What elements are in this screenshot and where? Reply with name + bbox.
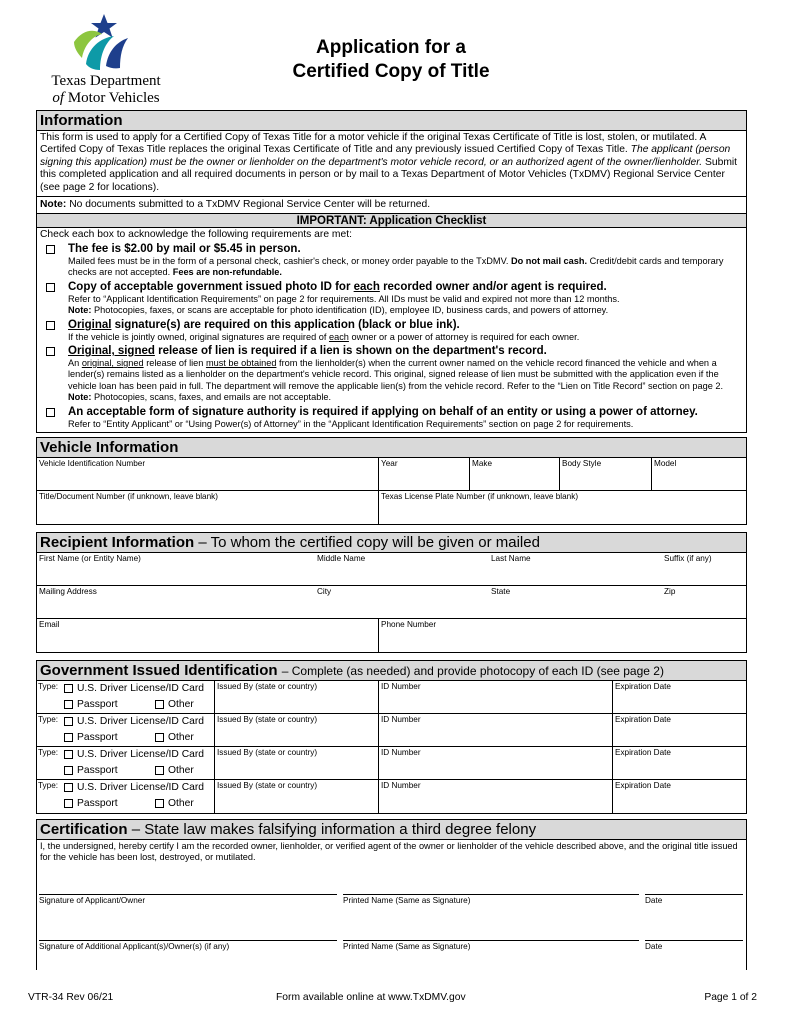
form-number: VTR-34 Rev 06/21: [28, 992, 114, 1003]
expiration-date-field[interactable]: Expiration Date: [615, 781, 671, 791]
middle-name-field[interactable]: Middle Name: [317, 554, 366, 564]
id-row: [37, 747, 746, 780]
other-checkbox[interactable]: [155, 700, 164, 709]
photo-id-checkbox[interactable]: [46, 283, 55, 292]
other-checkbox[interactable]: [155, 799, 164, 808]
other-checkbox[interactable]: [155, 766, 164, 775]
checklist-item-photo-id: Copy of acceptable government issued photo ID for each recorded owner and/or agent is required. Refer to “Applicant Identification Requirements” on page 2 for requirements. All IDs must be valid and expired not more than 12 months. Note: Photocopies, faxes, or scans are acceptable for photo identification (ID), employee ID, business cards, and powers of attorney.: [40, 280, 743, 317]
dl-checkbox[interactable]: [64, 783, 73, 792]
state-field[interactable]: State: [491, 587, 511, 597]
vehicle-section: [36, 437, 747, 525]
vehicle-heading: Vehicle Information: [37, 438, 746, 458]
license-plate-field[interactable]: Texas License Plate Number (if unknown, leave blank): [381, 492, 579, 502]
zip-field[interactable]: Zip: [664, 587, 676, 597]
checklist-body: [37, 228, 746, 432]
dl-checkbox[interactable]: [64, 717, 73, 726]
other-checkbox[interactable]: [155, 733, 164, 742]
checklist-item-signature: Original signature(s) are required on this application (black or blue ink). If the vehicle is jointly owned, original signatures are required of each owner or a power of attorney is required for each owner.: [40, 318, 743, 343]
page-number: Page 1 of 2: [704, 992, 757, 1003]
id-row: [37, 714, 746, 747]
email-field[interactable]: Email: [37, 619, 379, 652]
id-row: [37, 681, 746, 714]
lien-checkbox[interactable]: [46, 347, 55, 356]
make-field[interactable]: Make: [470, 458, 560, 491]
form-header: [36, 8, 747, 110]
applicant-signature-label: Signature of Applicant/Owner: [39, 896, 146, 906]
passport-checkbox[interactable]: [64, 700, 73, 709]
model-field[interactable]: Model: [652, 458, 746, 491]
website-link[interactable]: Form available online at www.TxDMV.gov: [276, 992, 466, 1003]
recipient-section: [36, 532, 747, 653]
dl-checkbox[interactable]: [64, 750, 73, 759]
signature-checkbox[interactable]: [46, 321, 55, 330]
dl-checkbox[interactable]: [64, 684, 73, 693]
authority-checkbox[interactable]: [46, 408, 55, 417]
id-type-cell: Type: U.S. Driver License/ID Card Passport Other: [37, 780, 215, 813]
certification-text: I, the undersigned, hereby certify I am the recorded owner, lienholder, or verified agent of the owner or lienholder of the vehicle described above, and the original title issued for the vehicle has been lost, destroyed, or mutilated.: [40, 841, 738, 863]
title-document-number-field[interactable]: Title/Document Number (if unknown, leave blank): [37, 491, 379, 524]
passport-checkbox[interactable]: [64, 766, 73, 775]
id-type-cell: Type: U.S. Driver License/ID Card Passport Other: [37, 747, 215, 779]
first-name-field[interactable]: First Name (or Entity Name): [39, 554, 141, 564]
checklist-item-authority: An acceptable form of signature authority is required if applying on behalf of an entity or using a power of attorney. Refer to “Entity Applicant” or “Using Power(s) of Attorney” in the “Applicant Identification Requirements” section on page 2 for requirements.: [40, 405, 743, 430]
vin-field[interactable]: Vehicle Identification Number: [37, 458, 379, 491]
id-number-field[interactable]: ID Number: [379, 714, 613, 746]
applicant-signature-line[interactable]: [39, 894, 337, 895]
printed-name-line-2[interactable]: [343, 940, 639, 941]
id-type-cell: Type: U.S. Driver License/ID Card Passport Other: [37, 681, 215, 713]
checklist-heading: IMPORTANT: Application Checklist: [37, 213, 746, 228]
phone-field[interactable]: Phone Number: [381, 620, 437, 630]
expiration-date-field[interactable]: Expiration Date: [615, 748, 671, 758]
government-id-heading: Government Issued Identification – Complete (as needed) and provide photocopy of each ID (see page 2): [37, 661, 746, 681]
checklist-intro: Check each box to acknowledge the following requirements are met:: [40, 229, 352, 241]
passport-checkbox[interactable]: [64, 733, 73, 742]
printed-name-label-2: Printed Name (Same as Signature): [343, 942, 471, 952]
checklist-item-fee: The fee is $2.00 by mail or $5.45 in person. Mailed fees must be in the form of a personal check, cashier's check, or money order payable to the TxDMV. Do not mail cash. Credit/debit cards and temporary checks are not accepted. Fees are non-refundable.: [40, 242, 743, 279]
information-note: Note: No documents submitted to a TxDMV Regional Service Center will be returned.: [37, 196, 746, 213]
last-name-field[interactable]: Last Name: [491, 554, 531, 564]
information-text: This form is used to apply for a Certified Copy of Texas Title for a motor vehicle if the original Texas Certificate of Title is lost, stolen, or mutilated. A Certifed Copy of Texas Title replaces the original Texas Certificate of Title and any previously issued Certified Copy of Texas Title. The applicant (person signing this application) must be the owner or lienholder on the department's motor vehicle record, or an authorized agent of the owner/lienholder. Submit this completed application and all required documents in person or by mail to a Texas Department of Motor Vehicles (TxDMV) Regional Service Center (see page 2 for locations).: [40, 132, 738, 193]
city-field[interactable]: City: [317, 587, 332, 597]
expiration-date-field[interactable]: Expiration Date: [615, 682, 671, 692]
issued-by-field[interactable]: Issued By (state or country): [215, 747, 379, 779]
date-line-2[interactable]: [645, 940, 743, 941]
agency-name-line2: of Motor Vehicles: [52, 90, 160, 106]
page-footer: [28, 992, 757, 1006]
information-section: [36, 110, 747, 433]
printed-name-line[interactable]: [343, 894, 639, 895]
recipient-address-row: [37, 586, 746, 619]
id-number-field[interactable]: ID Number: [379, 780, 613, 813]
additional-signature-line[interactable]: [39, 940, 337, 941]
certification-heading: Certification – State law makes falsifying information a third degree felony: [37, 820, 746, 840]
date-label: Date: [645, 896, 663, 906]
additional-signature-label: Signature of Additional Applicant(s)/Owner(s) (if any): [39, 942, 230, 952]
txdmv-logo-icon: [68, 12, 132, 72]
id-type-cell: Type: U.S. Driver License/ID Card Passport Other: [37, 714, 215, 746]
year-field[interactable]: Year: [379, 458, 470, 491]
checklist-item-lien: Original, signed release of lien is required if a lien is shown on the department's record. An original, signed release of lien must be obtained from the lienholder(s) when the current owner named on the vehicle record financed the vehicle and when a lender(s) remains listed as a lienholder on the department's vehicle record. This original, signed release of lien must be submitted with the application even if the vehicle loan has been paid in full. The department will remove the applicable lien(s) from the vehicle record. Refer to the “Lien on Title Record” section on page 2. Note: Photocopies, scans, faxes, and emails are not acceptable.: [40, 344, 743, 404]
printed-name-label: Printed Name (Same as Signature): [343, 896, 471, 906]
suffix-field[interactable]: Suffix (if any): [664, 554, 712, 564]
issued-by-field[interactable]: Issued By (state or country): [215, 780, 379, 813]
expiration-date-field[interactable]: Expiration Date: [615, 715, 671, 725]
fee-checkbox[interactable]: [46, 245, 55, 254]
form-title: Application for a Certified Copy of Title: [292, 37, 490, 82]
id-number-field[interactable]: ID Number: [379, 681, 613, 713]
recipient-name-row: [37, 553, 746, 586]
issued-by-field[interactable]: Issued By (state or country): [215, 681, 379, 713]
agency-name-line1: Texas Department: [51, 73, 161, 89]
recipient-heading: Recipient Information – To whom the certified copy will be given or mailed: [37, 533, 746, 553]
mailing-address-field[interactable]: Mailing Address: [39, 587, 97, 597]
passport-checkbox[interactable]: [64, 799, 73, 808]
government-id-section: [36, 660, 747, 814]
information-heading: Information: [37, 111, 746, 131]
certification-section: [36, 819, 747, 970]
body-style-field[interactable]: Body Style: [560, 458, 652, 491]
issued-by-field[interactable]: Issued By (state or country): [215, 714, 379, 746]
id-row: [37, 780, 746, 813]
date-line[interactable]: [645, 894, 743, 895]
id-number-field[interactable]: ID Number: [379, 747, 613, 779]
date-label-2: Date: [645, 942, 663, 952]
